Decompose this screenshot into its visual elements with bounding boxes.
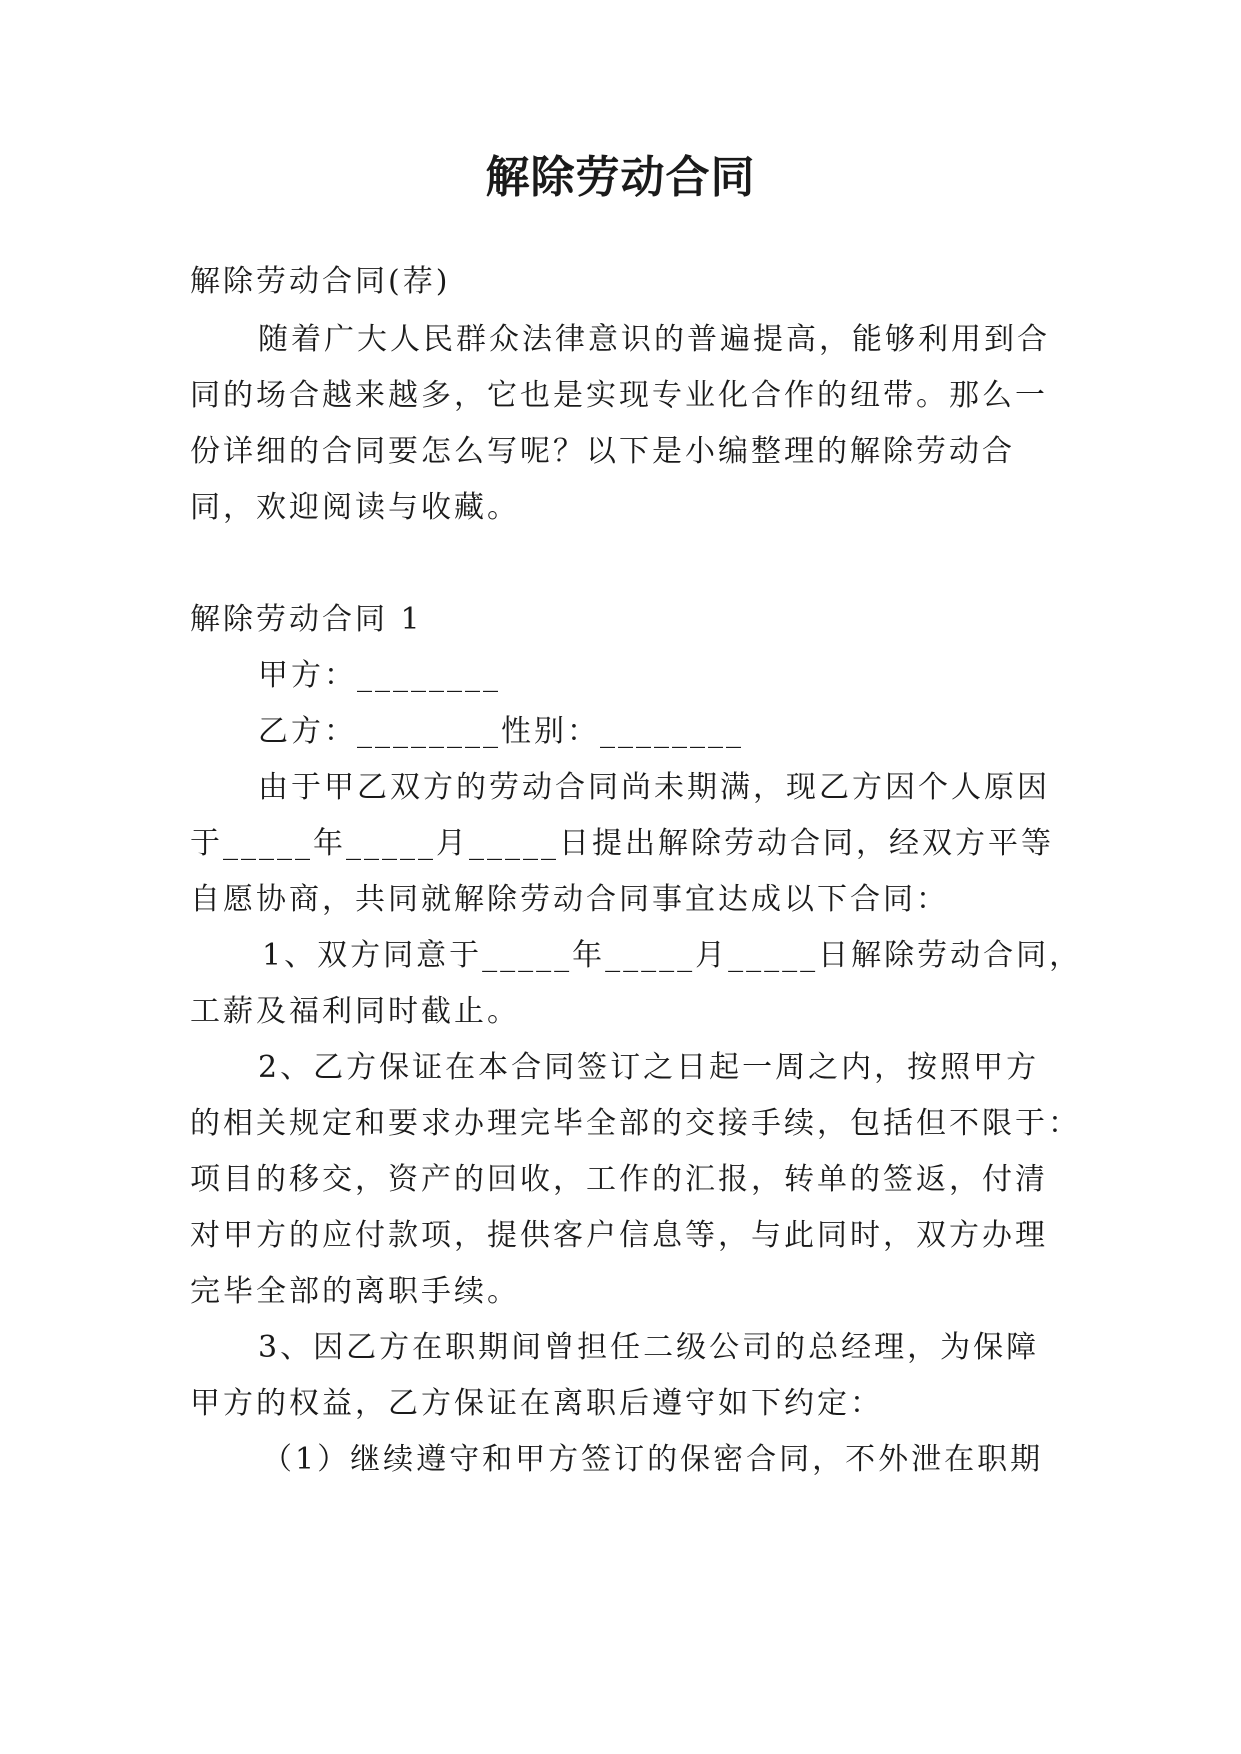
paragraph-line: 于_____年_____月_____日提出解除劳动合同，经双方平等 [190,826,1054,861]
section-heading: 解除劳动合同 1 [190,602,423,637]
paragraph-line: 同的场合越来越多，它也是实现专业化合作的纽带。那么一 [190,378,1048,413]
party-a-line: 甲方：________ [258,658,501,693]
clause-2-line: 2、乙方保证在本合同签订之日起一周之内，按照甲方 [258,1050,1040,1085]
paragraph-line: 随着广大人民群众法律意识的普遍提高，能够利用到合 [258,322,1050,357]
clause-3-sub-line: （1）继续遵守和甲方签订的保密合同，不外泄在职期 [262,1442,1044,1477]
clause-1-line: 1、双方同意于_____年_____月_____日解除劳动合同， [262,938,1083,973]
paragraph-line: 份详细的合同要怎么写呢？以下是小编整理的解除劳动合 [190,434,1015,469]
clause-2-line: 完毕全部的离职手续。 [190,1274,520,1309]
party-b-line: 乙方：________性别：________ [258,714,744,749]
subtitle: 解除劳动合同(荐) [190,264,451,299]
clause-2-line: 的相关规定和要求办理完毕全部的交接手续，包括但不限于： [190,1106,1081,1141]
clause-1-line: 工薪及福利同时截止。 [190,994,520,1029]
paragraph-line: 同，欢迎阅读与收藏。 [190,490,520,525]
clause-3-line: 甲方的权益，乙方保证在离职后遵守如下约定： [190,1386,883,1421]
paragraph-line: 由于甲乙双方的劳动合同尚未期满，现乙方因个人原因 [258,770,1050,805]
clause-2-line: 项目的移交，资产的回收，工作的汇报，转单的签返，付清 [190,1162,1048,1197]
clause-3-line: 3、因乙方在职期间曾担任二级公司的总经理，为保障 [258,1330,1040,1365]
paragraph-line: 自愿协商，共同就解除劳动合同事宜达成以下合同： [190,882,949,917]
document-title: 解除劳动合同 [485,152,756,203]
clause-2-line: 对甲方的应付款项，提供客户信息等，与此同时，双方办理 [190,1218,1048,1253]
